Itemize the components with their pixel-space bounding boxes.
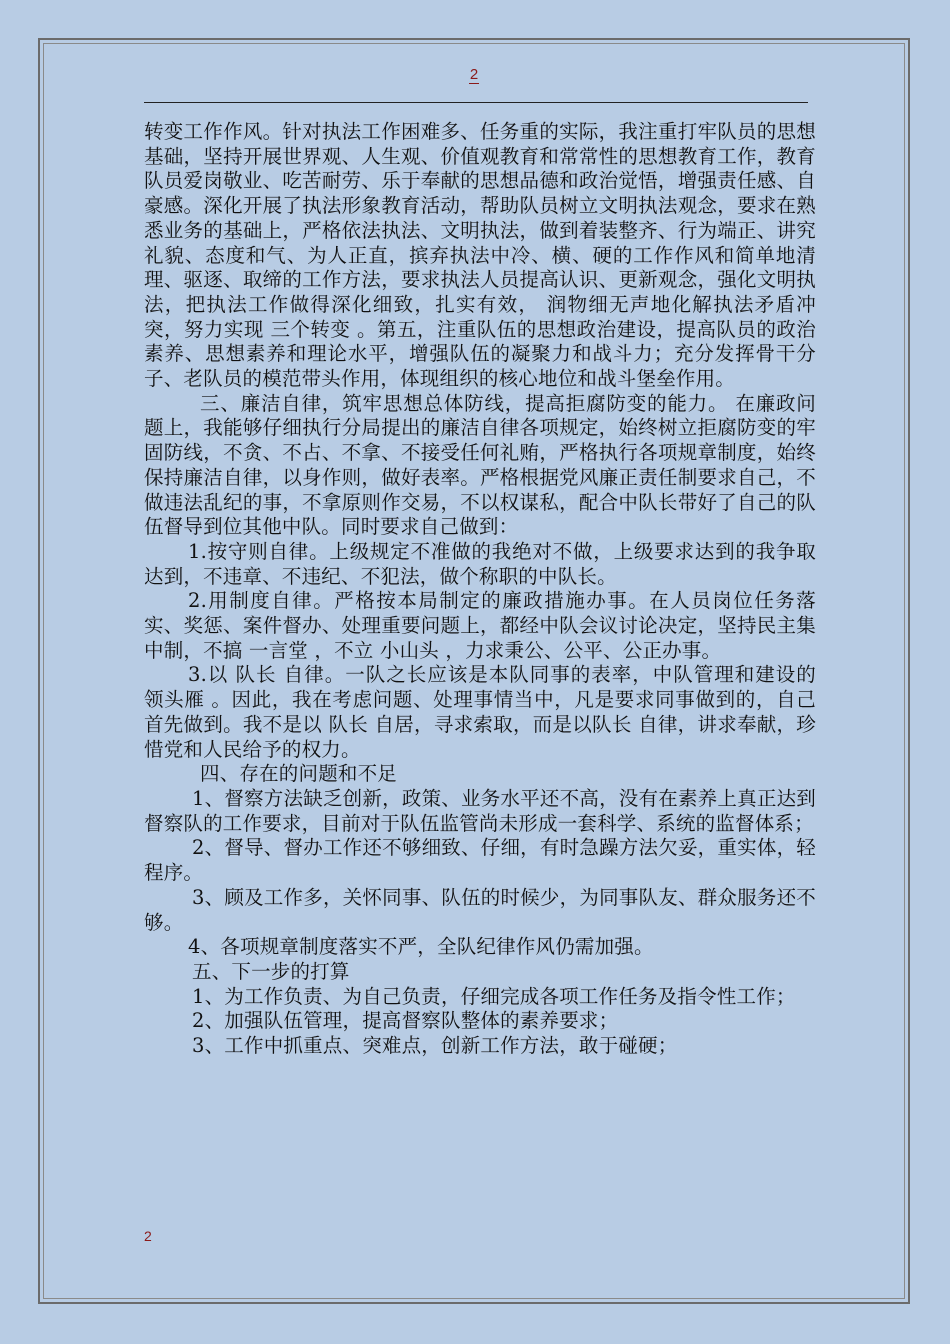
paragraph: 2.用制度自律。严格按本局制定的廉政措施办事。在人员岗位任务落实、奖惩、案件督办、处理重要问题上，都经中队会议讨论决定，坚持民主集中制，不搞 一言堂 ，不立 小山头 ，力求秉公、公平、公正办事。	[144, 589, 816, 662]
paragraph: 1.按守则自律。上级规定不准做的我绝对不做，上级要求达到的我争取达到，不违章、不违纪、不犯法，做个称职的中队长。	[144, 539, 816, 588]
paragraph: 转变工作作风。针对执法工作困难多、任务重的实际，我注重打牢队员的思想基础，坚持开展世界观、人生观、价值观教育和常常性的思想教育工作，教育队员爱岗敬业、吃苦耐劳、乐于奉献的思想品德和政治觉悟，增强责任感、自豪感。深化开展了执法形象教育活动，帮助队员树立文明执法观念，要求在熟悉业务的基础上，严格依法执法、文明执法，做到着装整齐、行为端正、讲究礼貌、态度和气、为人正直，摈弃执法中冷、横、硬的工作作风和简单地清理、驱逐、取缔的工作方法，要求执法人员提高认识、更新观念，强化文明执法，把执法工作做得深化细致，扎实有效， 润物细无声地化解执法矛盾冲突，努力实现 三个转变 。第五，注重队伍的思想政治建设，提高队员的政治素养、思想素养和理论水平，增强队伍的凝聚力和战斗力；充分发挥骨干分子、老队员的模范带头作用，体现组织的核心地位和战斗堡垒作用。	[144, 120, 816, 391]
document-page	[38, 38, 910, 1304]
header-page-number-text: 2	[469, 66, 479, 83]
paragraph: 1、为工作负责、为自己负责，仔细完成各项工作任务及指令性工作；	[192, 984, 796, 1008]
paragraph: 2、督导、督办工作还不够细致、仔细，有时急躁方法欠妥，重实体，轻程序。	[144, 836, 816, 885]
paragraph: 3.以 队长 自律。一队之长应该是本队同事的表率，中队管理和建设的 领头雁 。因此，我在考虑问题、处理事情当中，凡是要求同事做到的，自己首先做到。我不是以 队长 自居，寻求索取，而是以队长 自律，讲求奉献，珍惜党和人民给予的权力。	[144, 663, 816, 761]
header-rule	[144, 102, 808, 103]
paragraph: 4、各项规章制度落实不严，全队纪律作风仍需加强。	[188, 935, 654, 959]
section-heading: 五、下一步的打算	[192, 959, 350, 983]
paragraph: 2、加强队伍管理，提高督察队整体的素养要求；	[192, 1009, 619, 1033]
paragraph: 3、工作中抓重点、突难点，创新工作方法，敢于碰硬；	[192, 1034, 678, 1058]
section-heading: 四、存在的问题和不足	[200, 762, 398, 786]
header-page-number	[40, 66, 908, 83]
paragraph: 三、廉洁自律，筑牢思想总体防线，提高拒腐防变的能力。 在廉政问题上，我能够仔细执行分局提出的廉洁自律各项规定，始终树立拒腐防变的牢固防线，不贪、不占、不拿、不接受任何礼贿，严格执行各项规章制度，始终保持廉洁自律，以身作则，做好表率。严格根据党风廉正责任制要求自己，不做违法乱纪的事，不拿原则作交易，不以权谋私，配合中队长带好了自己的队伍督导到位其他中队。同时要求自己做到：	[144, 391, 816, 539]
body-text	[144, 120, 816, 1059]
paragraph: 1、督察方法缺乏创新，政策、业务水平还不高，没有在素养上真正达到督察队的工作要求，目前对于队伍监管尚未形成一套科学、系统的监督体系；	[144, 786, 816, 835]
footer-page-number: 2	[144, 1228, 152, 1244]
paragraph: 3、顾及工作多，关怀同事、队伍的时候少，为同事队友、群众服务还不够。	[144, 885, 816, 934]
